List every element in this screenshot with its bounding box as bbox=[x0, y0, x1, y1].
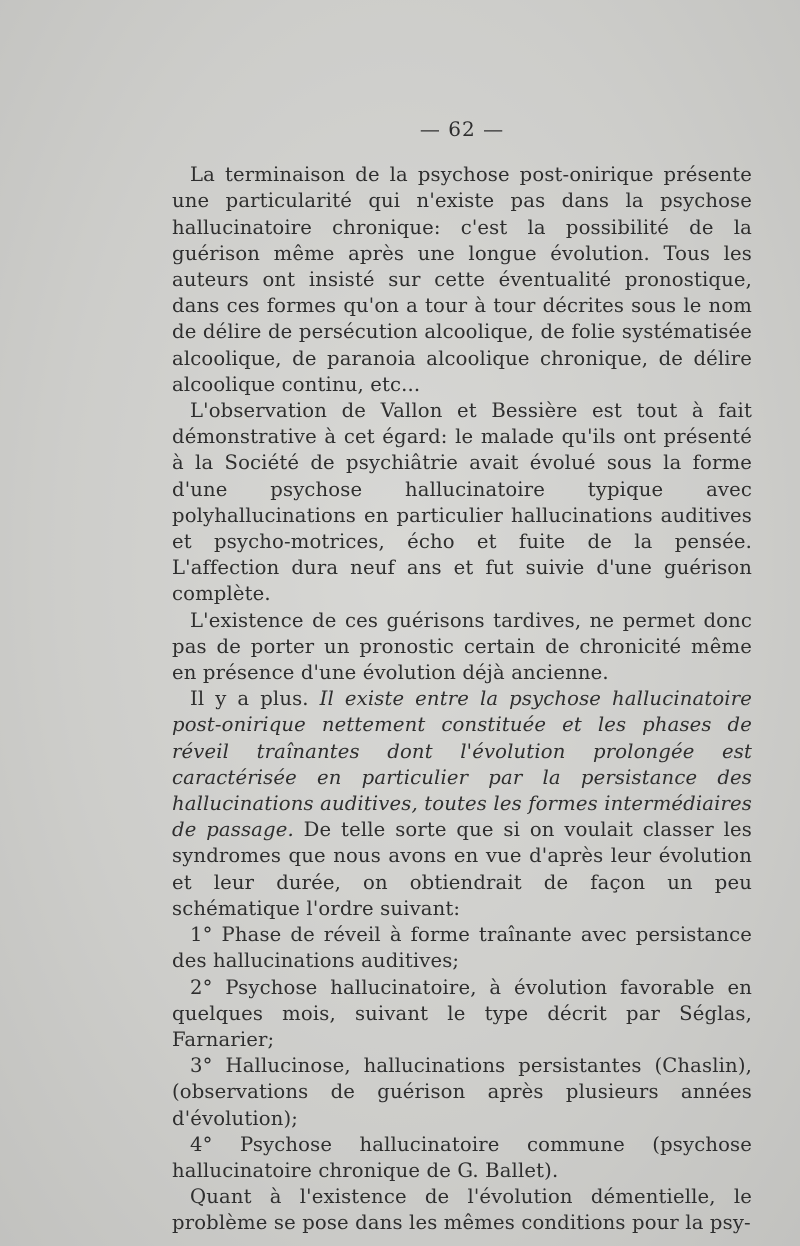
paragraph-vallon-bessiere: L'observation de Vallon et Bessière est tout à fait démonstrative à cet égard: le malade qu'ils ont présenté à la Société de psychiâtrie avait évolué sous la forme d'une psychose hallucinatoire typique avec polyhallucinations en particulier hallucinations auditives et psycho-motrices, écho et fuite de la pensée. L'affection dura neuf ans et fut suivie d'une guérison complète. bbox=[172, 399, 752, 606]
paragraph-termination: La terminaison de la psychose post-onirique présente une particularité qui n'existe pas dans la psychose hallucinatoire chronique: c'est la possibilité de la guérison même après une longue évolution. Tous les auteurs ont insisté sur cette éventualité pronostique, dans ces formes qu'on a tour à tour décrites sous le nom de délire de persécution alcoolique, de folie systématisée alcoolique, de paranoia alcoolique chronique, de délire alcoolique continu, etc... bbox=[172, 163, 752, 396]
classification-tail: De telle sorte que si on voulait classer les syndromes que nous avons en vue d'après leur évolution et leur durée, on obtiendrait de façon un peu schématique l'ordre suivant: bbox=[172, 818, 752, 920]
book-page bbox=[172, 116, 752, 1237]
list-item-3: 3° Hallucinose, hallucinations persistantes (Chaslin), (observations de guérison après plusieurs années d'évolution); bbox=[172, 1054, 752, 1130]
list-item-2: 2° Psychose hallucinatoire, à évolution favorable en quelques mois, suivant le type décrit par Séglas, Farnarier; bbox=[172, 975, 752, 1051]
page-number: — 62 — bbox=[419, 117, 505, 141]
paragraph-closing: Quant à l'existence de l'évolution démentielle, le problème se pose dans les mêmes conditions pour la psy- bbox=[172, 1185, 752, 1235]
list-item-1: 1° Phase de réveil à forme traînante avec persistance des hallucinations auditives; bbox=[172, 923, 752, 973]
paragraph-classification bbox=[172, 686, 752, 922]
classification-lead: Il y a plus. bbox=[190, 687, 309, 711]
paragraph-late-cures: L'existence de ces guérisons tardives, ne permet donc pas de porter un pronostic certain de chronicité même en présence d'une évolution déjà ancienne. bbox=[172, 608, 752, 685]
classification-italic: Il existe entre la psychose hallucinatoire post-onirique nettement constituée et les phases de réveil traînantes dont l'évolution prolongée est caractérisée en particulier par la persistance des hallucinations auditives, toutes les formes intermédiaires de passage. bbox=[172, 687, 752, 842]
list-item-4: 4° Psychose hallucinatoire commune (psychose hallucinatoire chronique de G. Ballet). bbox=[172, 1132, 752, 1182]
